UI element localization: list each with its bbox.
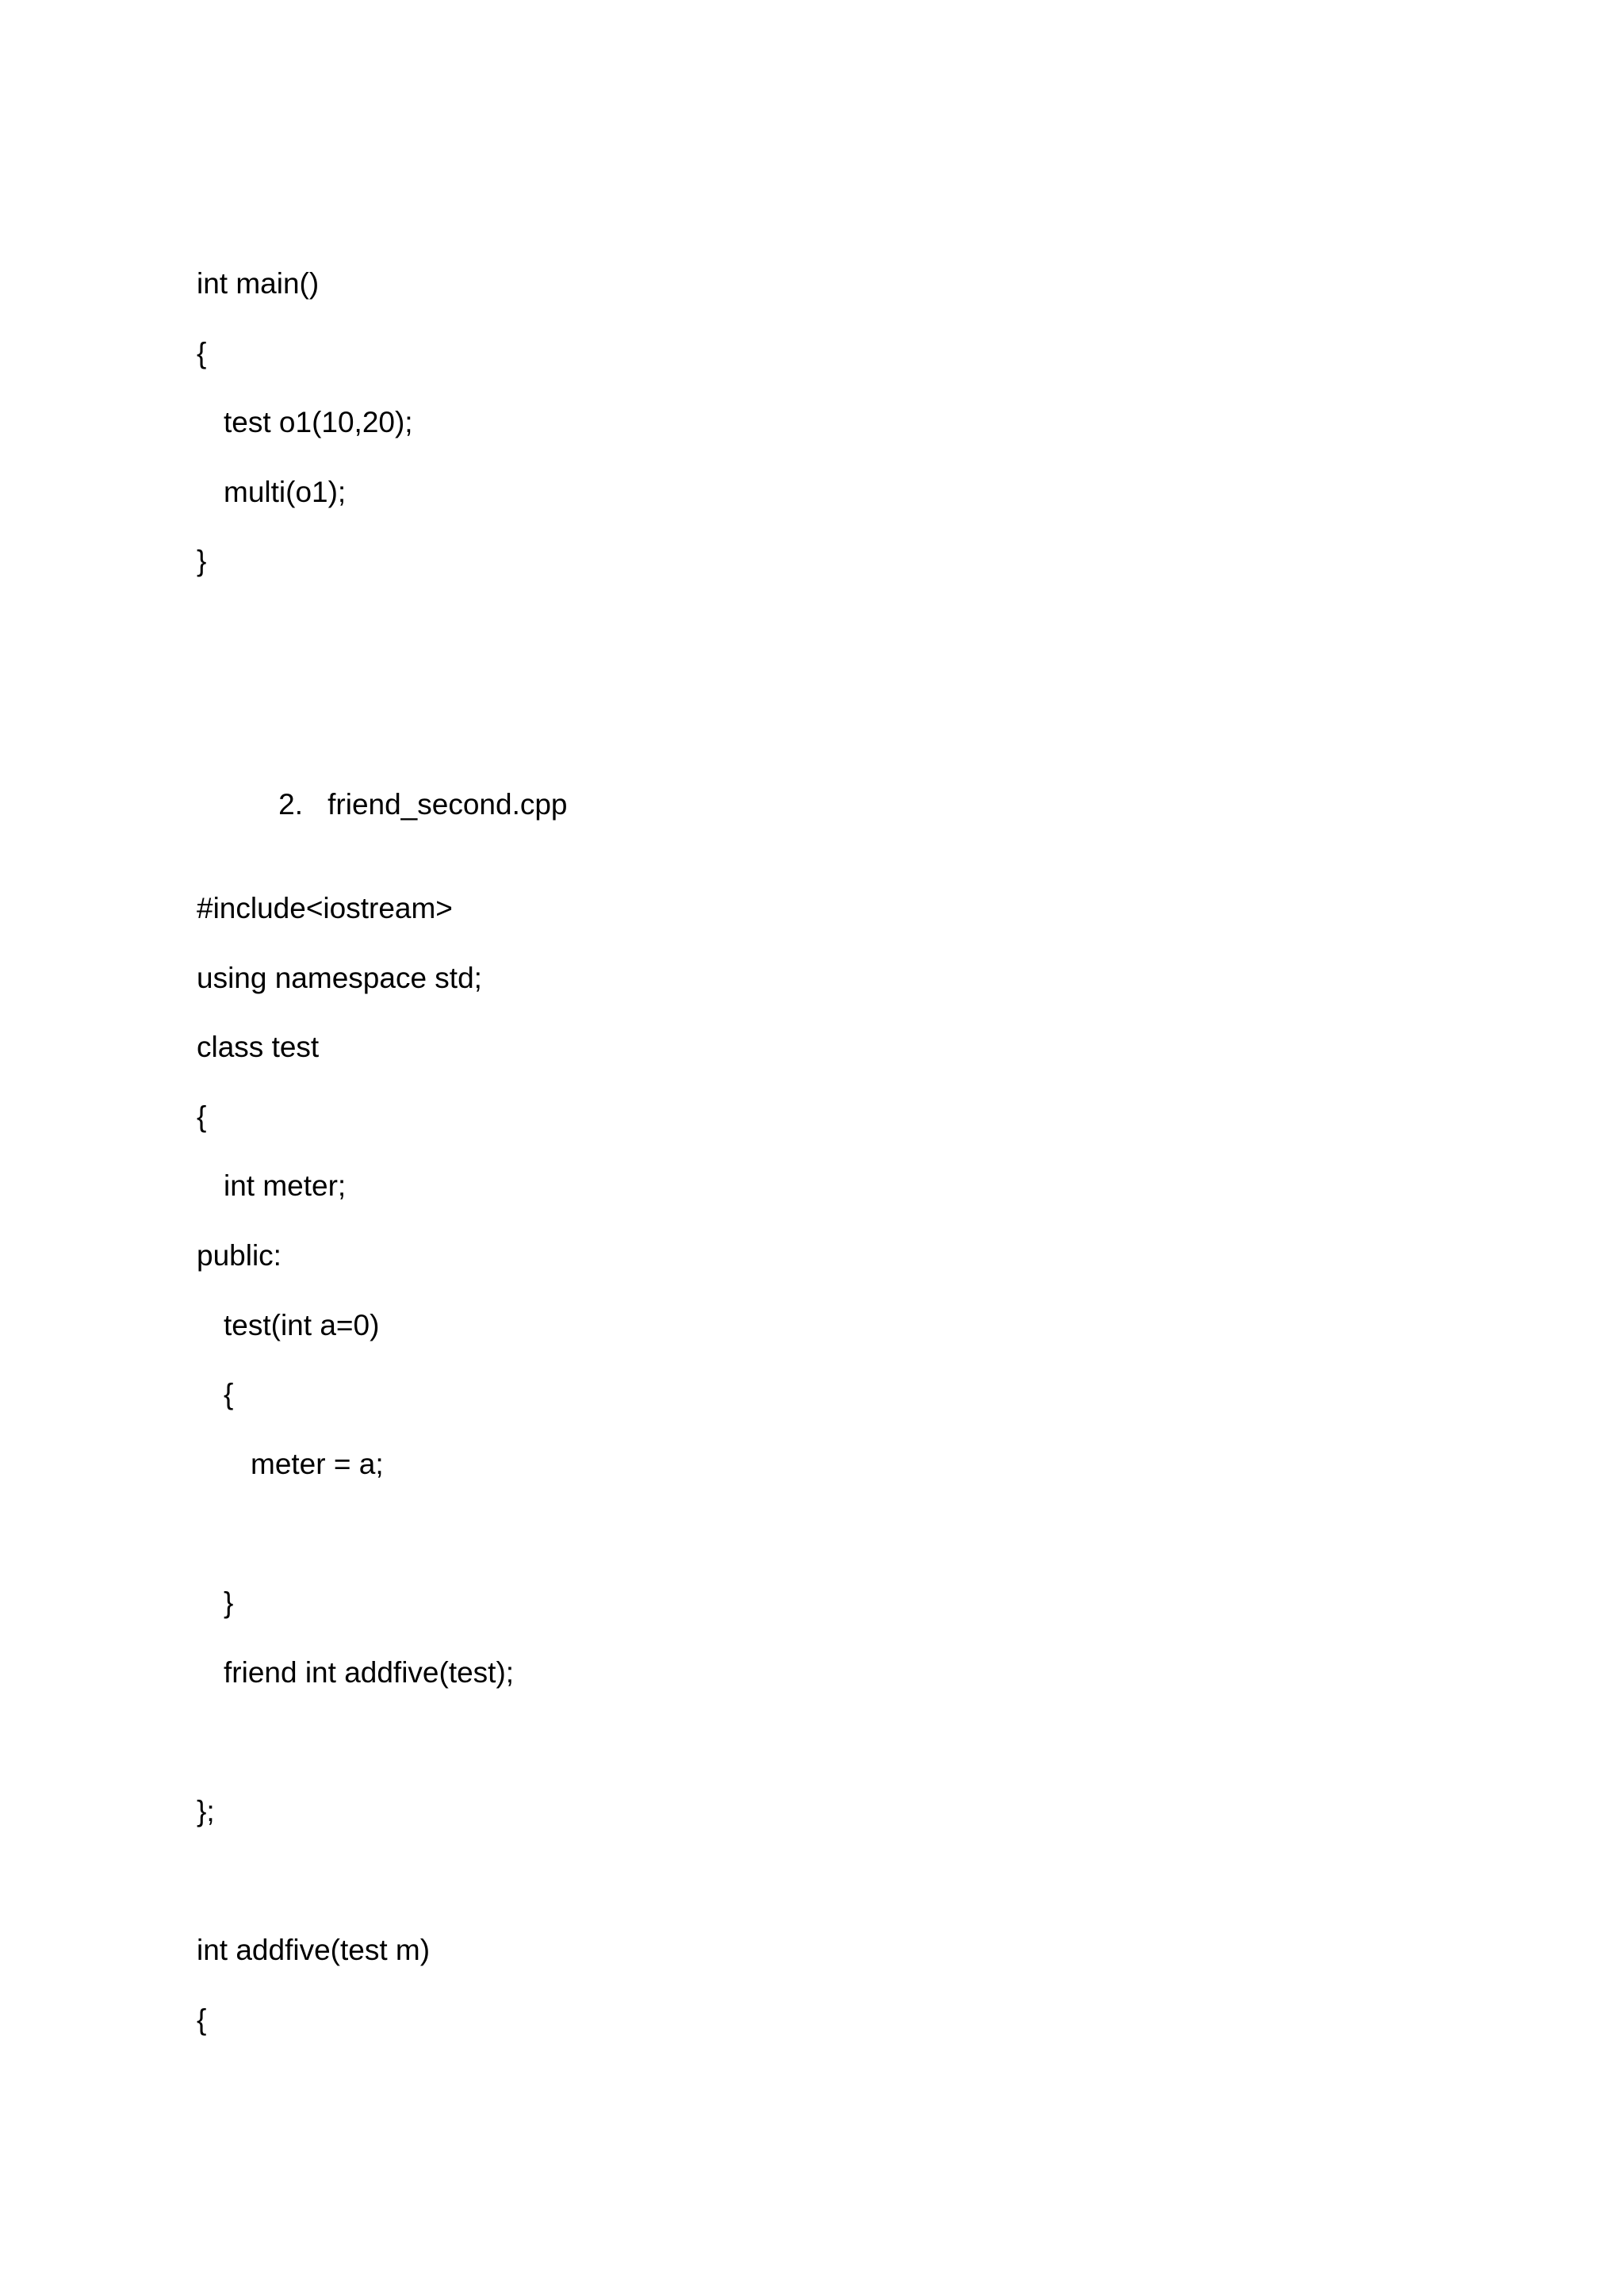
section-title: friend_second.cpp bbox=[327, 788, 568, 821]
code-line: test o1(10,20); bbox=[224, 406, 413, 438]
code-line: { bbox=[197, 1100, 207, 1133]
code-line: }; bbox=[197, 1795, 215, 1827]
code-line: int addfive(test m) bbox=[197, 1934, 431, 1966]
code-line: #include<iostream> bbox=[197, 892, 453, 924]
code-line: { bbox=[224, 1378, 234, 1410]
code-line: int main() bbox=[197, 267, 320, 300]
code-line: public: bbox=[197, 1239, 282, 1272]
code-line: meter = a; bbox=[251, 1448, 384, 1480]
code-line: test(int a=0) bbox=[224, 1309, 380, 1341]
section-heading bbox=[246, 752, 568, 857]
code-line: { bbox=[197, 337, 207, 369]
code-line: } bbox=[224, 1586, 234, 1619]
code-line: int meter; bbox=[224, 1169, 347, 1202]
code-line: using namespace std; bbox=[197, 962, 482, 994]
code-line: { bbox=[197, 2003, 207, 2036]
list-number: 2. bbox=[278, 788, 303, 821]
code-line: } bbox=[197, 545, 207, 577]
code-line: multi(o1); bbox=[224, 476, 347, 508]
code-line: friend int addfive(test); bbox=[224, 1656, 515, 1689]
code-line: class test bbox=[197, 1031, 320, 1063]
